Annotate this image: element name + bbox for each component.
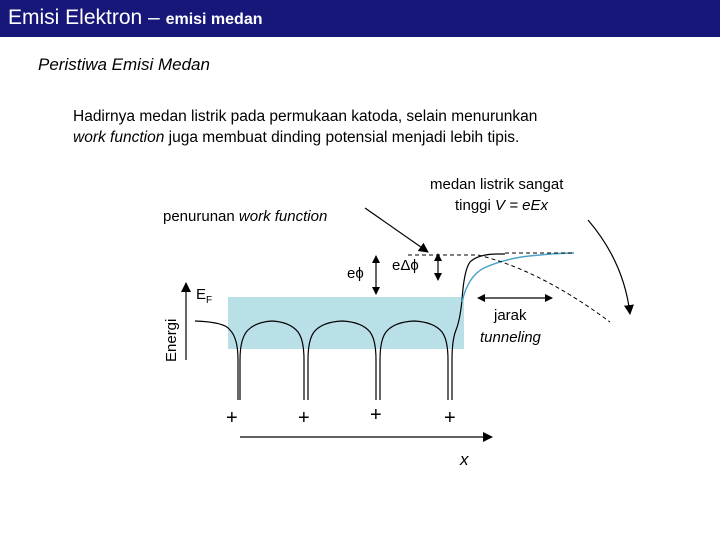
- intro-line1: Hadirnya medan listrik pada permukaan katoda, selain menurunkan: [73, 108, 538, 125]
- label-fermi-level: [196, 286, 212, 306]
- label-field-prefix: tinggi: [455, 197, 496, 214]
- subheading: Peristiwa Emisi Medan: [38, 55, 210, 74]
- label-reduction-italic: work function: [238, 208, 328, 225]
- label-x: x: [460, 450, 469, 469]
- label-field-italic: V = eEx: [495, 197, 548, 214]
- field-pointer: [588, 220, 630, 314]
- label-tunneling: tunneling: [480, 329, 541, 346]
- label-field-line1: medan listrik sangat: [430, 176, 564, 193]
- label-energy: Energi: [163, 318, 180, 362]
- label-reduction-prefix: penurunan: [163, 208, 239, 225]
- reduction-pointer: [365, 208, 428, 252]
- slide-title-sub: emisi medan: [165, 11, 263, 28]
- label-jarak: jarak: [494, 307, 527, 324]
- plus-sign-2: +: [298, 407, 310, 429]
- label-reduction: [163, 208, 327, 225]
- plus-sign-1: +: [226, 407, 238, 429]
- intro-line2-rest: juga membuat dinding potensial menjadi lebih tipis.: [164, 129, 520, 146]
- plus-sign-3: +: [370, 404, 382, 426]
- label-ephi: eϕ: [347, 265, 364, 282]
- intro-work-function: work function: [73, 129, 165, 146]
- label-ef-sub: F: [206, 295, 213, 306]
- slide-title-main: Emisi Elektron –: [8, 6, 160, 29]
- label-edelta: eΔϕ: [392, 257, 419, 274]
- label-ef-main: E: [196, 286, 207, 303]
- plus-sign-4: +: [444, 407, 456, 429]
- label-field-line2: [455, 197, 548, 214]
- field-barrier-curve: [462, 253, 574, 302]
